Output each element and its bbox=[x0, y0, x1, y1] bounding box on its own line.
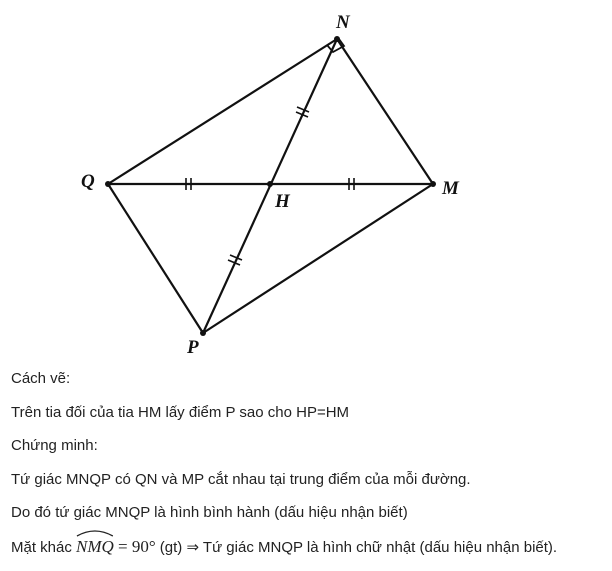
text-line-6-suffix: (gt) ⇒ Tứ giác MNQP là hình chữ nhật (dấu hiệu nhận biết). bbox=[160, 539, 557, 556]
text-line-6 bbox=[11, 538, 609, 571]
point-P bbox=[200, 330, 206, 336]
angle-equation: = 90° bbox=[118, 537, 156, 556]
segment-PQ bbox=[108, 184, 203, 333]
tick-mark-HP bbox=[228, 255, 242, 265]
point-H bbox=[267, 181, 273, 187]
angle-NMQ bbox=[76, 538, 114, 556]
label-H: H bbox=[274, 191, 291, 212]
point-N bbox=[334, 36, 340, 42]
point-M bbox=[430, 181, 436, 187]
text-line-3: Chứng minh: bbox=[11, 437, 609, 471]
text-line-2: Trên tia đối của tia HM lấy điểm P sao cho HP=HM bbox=[11, 404, 609, 438]
text-line-4: Tứ giác MNQP có QN và MP cắt nhau tại trung điểm của mỗi đường. bbox=[11, 471, 609, 505]
text-line-6-prefix: Mặt khác bbox=[11, 539, 72, 556]
label-N: N bbox=[335, 12, 351, 33]
angle-NMQ-label: NMQ bbox=[76, 537, 114, 556]
label-Q: Q bbox=[81, 171, 95, 192]
segment-QN bbox=[108, 39, 337, 184]
segment-NM bbox=[337, 39, 433, 184]
solution-text bbox=[11, 370, 609, 571]
label-P: P bbox=[186, 337, 199, 358]
text-line-1: Cách vẽ: bbox=[11, 370, 609, 404]
label-M: M bbox=[441, 178, 460, 199]
point-Q bbox=[105, 181, 111, 187]
tick-mark-NH bbox=[296, 107, 309, 117]
text-line-5: Do đó tứ giác MNQP là hình bình hành (dấu hiệu nhận biết) bbox=[11, 504, 609, 538]
angle-arc-icon bbox=[76, 529, 114, 537]
